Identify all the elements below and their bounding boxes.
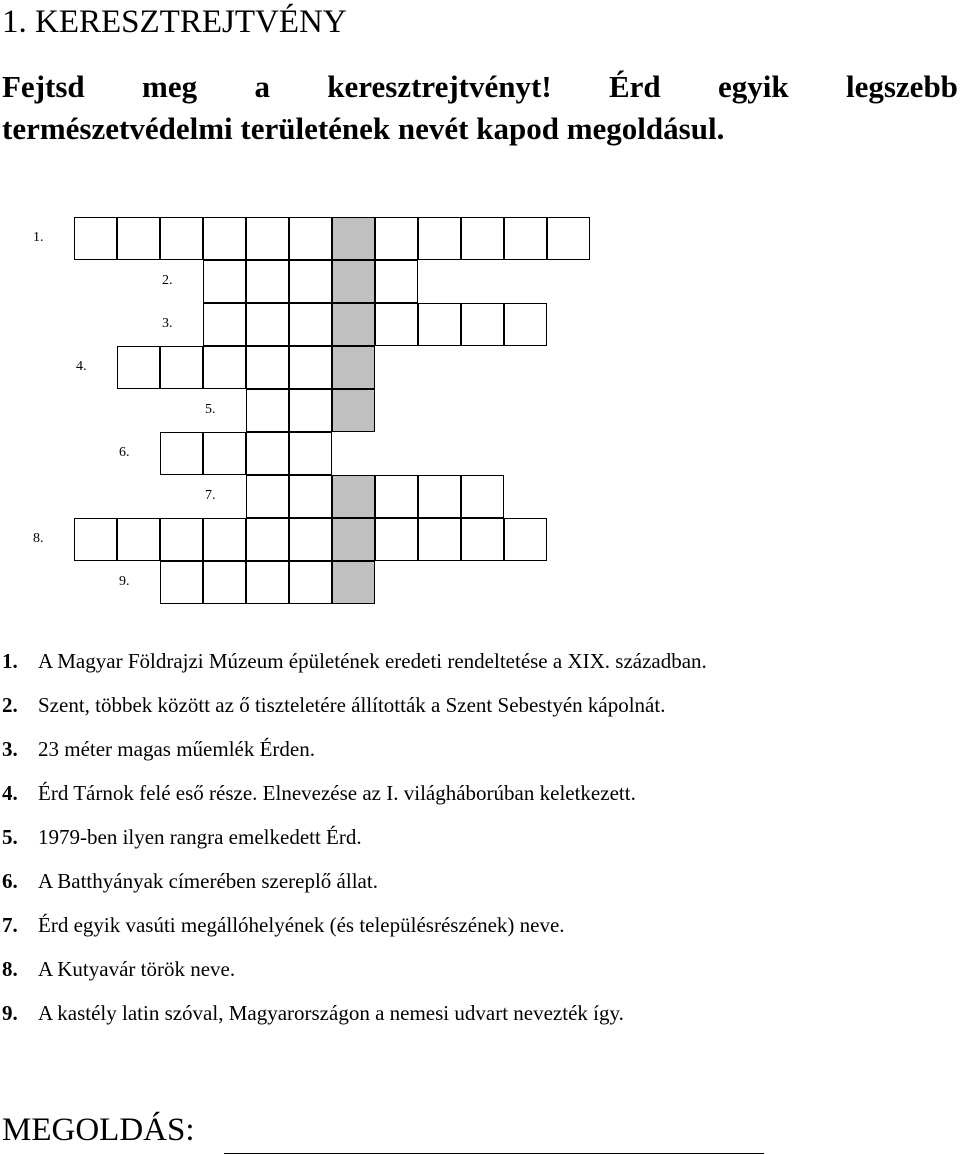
crossword-cell[interactable] <box>74 217 117 260</box>
crossword-cell[interactable] <box>289 389 332 432</box>
crossword-cell[interactable] <box>117 217 160 260</box>
clue-item <box>2 868 707 912</box>
crossword-cell[interactable] <box>246 561 289 604</box>
crossword-cell[interactable] <box>246 432 289 475</box>
crossword-cell[interactable] <box>289 475 332 518</box>
crossword-cell[interactable] <box>289 217 332 260</box>
clue-text: Érd egyik vasúti megállóhelyének (és településrészének) neve. <box>38 913 565 937</box>
crossword-key-cell[interactable] <box>332 475 375 518</box>
crossword-cell[interactable] <box>246 260 289 303</box>
clue-text: A kastély latin szóval, Magyarországon a nemesi udvart nevezték így. <box>38 1001 624 1025</box>
crossword-key-cell[interactable] <box>332 217 375 260</box>
crossword-cell[interactable] <box>246 475 289 518</box>
crossword-cell[interactable] <box>504 303 547 346</box>
crossword-cell[interactable] <box>246 303 289 346</box>
clue-item <box>2 912 707 956</box>
crossword-key-cell[interactable] <box>332 303 375 346</box>
clue-item <box>2 1000 707 1044</box>
crossword-cell[interactable] <box>375 303 418 346</box>
clue-item <box>2 824 707 868</box>
clue-item <box>2 692 707 736</box>
clue-number: 1. <box>2 649 18 673</box>
crossword-cell[interactable] <box>203 432 246 475</box>
clue-list <box>2 648 707 1044</box>
crossword-cell[interactable] <box>375 475 418 518</box>
crossword-cell[interactable] <box>74 518 117 561</box>
crossword-cell[interactable] <box>203 346 246 389</box>
crossword-cell[interactable] <box>418 303 461 346</box>
crossword-cell[interactable] <box>375 518 418 561</box>
clue-text: A Magyar Földrajzi Múzeum épületének eredeti rendeltetése a XIX. században. <box>38 649 707 673</box>
crossword-cell[interactable] <box>461 217 504 260</box>
clue-text: 23 méter magas műemlék Érden. <box>38 737 315 761</box>
clue-item <box>2 956 707 1000</box>
clue-text: Szent, többek között az ő tiszteletére állították a Szent Sebestyén kápolnát. <box>38 693 666 717</box>
instruction-word: Érd <box>608 69 661 104</box>
crossword-row-number: 1. <box>33 230 44 245</box>
crossword-cell[interactable] <box>246 217 289 260</box>
clue-number: 8. <box>2 957 18 981</box>
crossword-cell[interactable] <box>203 260 246 303</box>
instruction-word: legszebb <box>845 69 958 104</box>
instruction-word: egyik <box>718 69 789 104</box>
crossword-key-cell[interactable] <box>332 346 375 389</box>
crossword-cell[interactable] <box>375 217 418 260</box>
crossword-cell[interactable] <box>461 303 504 346</box>
crossword-cell[interactable] <box>160 518 203 561</box>
crossword-row-number: 2. <box>162 273 173 288</box>
crossword-cell[interactable] <box>203 561 246 604</box>
clue-number: 2. <box>2 693 18 717</box>
crossword-cell[interactable] <box>418 217 461 260</box>
instruction-word: keresztrejtvényt! <box>327 69 552 104</box>
clue-item <box>2 648 707 692</box>
instruction-word: Fejtsd <box>2 69 85 104</box>
crossword-cell[interactable] <box>418 518 461 561</box>
crossword-cell[interactable] <box>289 518 332 561</box>
clue-number: 9. <box>2 1001 18 1025</box>
crossword-cell[interactable] <box>246 346 289 389</box>
crossword-row-number: 3. <box>162 316 173 331</box>
crossword-cell[interactable] <box>461 475 504 518</box>
solution-label: MEGOLDÁS: <box>2 1112 195 1148</box>
crossword-row-number: 4. <box>76 359 87 374</box>
crossword-row-number: 5. <box>205 402 216 417</box>
clue-number: 7. <box>2 913 18 937</box>
crossword-cell[interactable] <box>375 260 418 303</box>
crossword-key-cell[interactable] <box>332 260 375 303</box>
crossword-cell[interactable] <box>117 346 160 389</box>
crossword-key-cell[interactable] <box>332 518 375 561</box>
crossword-row-number: 7. <box>205 488 216 503</box>
crossword-key-cell[interactable] <box>332 389 375 432</box>
crossword-cell[interactable] <box>547 217 590 260</box>
clue-text: A Kutyavár török neve. <box>38 957 236 981</box>
crossword-cell[interactable] <box>160 346 203 389</box>
instructions <box>2 66 958 150</box>
instructions-line-2: természetvédelmi területének nevét kapod megoldásul. <box>2 111 725 146</box>
clue-number: 3. <box>2 737 18 761</box>
crossword-cell[interactable] <box>203 217 246 260</box>
crossword-row-number: 6. <box>119 445 130 460</box>
crossword-cell[interactable] <box>289 432 332 475</box>
clue-text: Érd Tárnok felé eső része. Elnevezése az I. világháborúban keletkezett. <box>38 781 636 805</box>
crossword-key-cell[interactable] <box>332 561 375 604</box>
clue-number: 5. <box>2 825 18 849</box>
clue-text: A Batthyányak címerében szereplő állat. <box>38 869 378 893</box>
crossword-cell[interactable] <box>289 561 332 604</box>
solution-answer-line[interactable] <box>224 1153 764 1154</box>
crossword-cell[interactable] <box>504 518 547 561</box>
crossword-cell[interactable] <box>289 303 332 346</box>
clue-number: 6. <box>2 869 18 893</box>
crossword-cell[interactable] <box>246 389 289 432</box>
instruction-word: meg <box>142 69 198 104</box>
crossword-cell[interactable] <box>418 475 461 518</box>
crossword-cell[interactable] <box>504 217 547 260</box>
crossword-cell[interactable] <box>160 561 203 604</box>
crossword-cell[interactable] <box>160 432 203 475</box>
instruction-word: a <box>254 69 270 104</box>
clue-number: 4. <box>2 781 18 805</box>
crossword-cell[interactable] <box>461 518 504 561</box>
crossword-cell[interactable] <box>289 260 332 303</box>
clue-text: 1979-ben ilyen rangra emelkedett Érd. <box>38 825 362 849</box>
crossword-cell[interactable] <box>160 217 203 260</box>
page-title: 1. KERESZTREJTVÉNY <box>2 4 347 40</box>
instructions-line-1 <box>2 66 958 108</box>
clue-item <box>2 736 707 780</box>
crossword-row-number: 9. <box>119 574 130 589</box>
crossword-cell[interactable] <box>117 518 160 561</box>
clue-item <box>2 780 707 824</box>
crossword-cell[interactable] <box>203 303 246 346</box>
crossword-cell[interactable] <box>246 518 289 561</box>
crossword-cell[interactable] <box>289 346 332 389</box>
crossword-cell[interactable] <box>203 518 246 561</box>
crossword-row-number: 8. <box>33 531 44 546</box>
